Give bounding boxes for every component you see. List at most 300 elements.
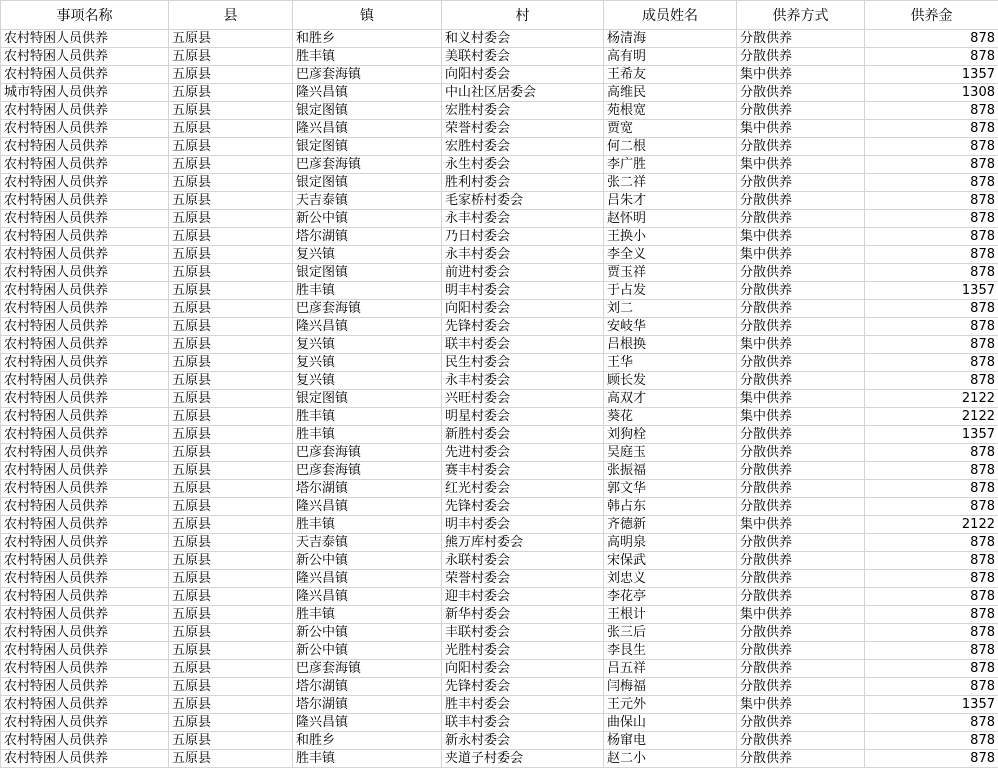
member-name-cell[interactable]: 贾宽: [604, 120, 737, 138]
town-cell[interactable]: 巴彦套海镇: [293, 66, 442, 84]
item-name-cell[interactable]: 农村特困人员供养: [1, 264, 169, 282]
county-cell[interactable]: 五原县: [169, 228, 293, 246]
support-type-cell[interactable]: 分散供养: [737, 318, 865, 336]
support-type-cell[interactable]: 分散供养: [737, 750, 865, 768]
support-amount-cell[interactable]: 2122: [865, 390, 998, 408]
column-header-member-name[interactable]: 成员姓名: [604, 1, 737, 30]
member-name-cell[interactable]: 安岐华: [604, 318, 737, 336]
support-amount-cell[interactable]: 878: [865, 714, 998, 732]
item-name-cell[interactable]: 农村特困人员供养: [1, 552, 169, 570]
county-cell[interactable]: 五原县: [169, 660, 293, 678]
village-cell[interactable]: 先进村委会: [442, 444, 604, 462]
item-name-cell[interactable]: 农村特困人员供养: [1, 714, 169, 732]
item-name-cell[interactable]: 农村特困人员供养: [1, 408, 169, 426]
support-amount-cell[interactable]: 878: [865, 336, 998, 354]
village-cell[interactable]: 夹道子村委会: [442, 750, 604, 768]
town-cell[interactable]: 胜丰镇: [293, 426, 442, 444]
village-cell[interactable]: 胜丰村委会: [442, 696, 604, 714]
member-name-cell[interactable]: 王根计: [604, 606, 737, 624]
village-cell[interactable]: 民生村委会: [442, 354, 604, 372]
item-name-cell[interactable]: 农村特困人员供养: [1, 426, 169, 444]
item-name-cell[interactable]: 农村特困人员供养: [1, 588, 169, 606]
town-cell[interactable]: 巴彦套海镇: [293, 462, 442, 480]
county-cell[interactable]: 五原县: [169, 192, 293, 210]
member-name-cell[interactable]: 贾玉祥: [604, 264, 737, 282]
county-cell[interactable]: 五原县: [169, 48, 293, 66]
village-cell[interactable]: 明丰村委会: [442, 516, 604, 534]
item-name-cell[interactable]: 农村特困人员供养: [1, 48, 169, 66]
member-name-cell[interactable]: 吕五祥: [604, 660, 737, 678]
support-amount-cell[interactable]: 878: [865, 246, 998, 264]
member-name-cell[interactable]: 韩占东: [604, 498, 737, 516]
support-type-cell[interactable]: 集中供养: [737, 696, 865, 714]
column-header-item-name[interactable]: 事项名称: [1, 1, 169, 30]
item-name-cell[interactable]: 农村特困人员供养: [1, 498, 169, 516]
county-cell[interactable]: 五原县: [169, 498, 293, 516]
support-type-cell[interactable]: 集中供养: [737, 66, 865, 84]
support-amount-cell[interactable]: 878: [865, 498, 998, 516]
item-name-cell[interactable]: 农村特困人员供养: [1, 372, 169, 390]
town-cell[interactable]: 巴彦套海镇: [293, 660, 442, 678]
item-name-cell[interactable]: 农村特困人员供养: [1, 732, 169, 750]
county-cell[interactable]: 五原县: [169, 210, 293, 228]
town-cell[interactable]: 新公中镇: [293, 552, 442, 570]
member-name-cell[interactable]: 高双才: [604, 390, 737, 408]
support-amount-cell[interactable]: 1357: [865, 696, 998, 714]
support-type-cell[interactable]: 分散供养: [737, 138, 865, 156]
support-type-cell[interactable]: 分散供养: [737, 660, 865, 678]
county-cell[interactable]: 五原县: [169, 318, 293, 336]
support-amount-cell[interactable]: 878: [865, 552, 998, 570]
support-amount-cell[interactable]: 878: [865, 138, 998, 156]
county-cell[interactable]: 五原县: [169, 696, 293, 714]
member-name-cell[interactable]: 苑根宽: [604, 102, 737, 120]
member-name-cell[interactable]: 吕朱才: [604, 192, 737, 210]
table-row: [1, 678, 998, 696]
member-name-cell[interactable]: 郭文华: [604, 480, 737, 498]
support-type-cell[interactable]: 集中供养: [737, 390, 865, 408]
county-cell[interactable]: 五原县: [169, 642, 293, 660]
support-type-cell[interactable]: 分散供养: [737, 354, 865, 372]
support-type-cell[interactable]: 集中供养: [737, 228, 865, 246]
town-cell[interactable]: 巴彦套海镇: [293, 444, 442, 462]
member-name-cell[interactable]: 张振福: [604, 462, 737, 480]
item-name-cell[interactable]: 农村特困人员供养: [1, 174, 169, 192]
county-cell[interactable]: 五原县: [169, 300, 293, 318]
support-type-cell[interactable]: 分散供养: [737, 714, 865, 732]
village-cell[interactable]: 迎丰村委会: [442, 588, 604, 606]
support-amount-cell[interactable]: 878: [865, 48, 998, 66]
county-cell[interactable]: 五原县: [169, 552, 293, 570]
member-name-cell[interactable]: 吴庭玉: [604, 444, 737, 462]
village-cell[interactable]: 永丰村委会: [442, 372, 604, 390]
item-name-cell[interactable]: 农村特困人员供养: [1, 282, 169, 300]
town-cell[interactable]: 胜丰镇: [293, 282, 442, 300]
town-cell[interactable]: 天吉泰镇: [293, 534, 442, 552]
county-cell[interactable]: 五原县: [169, 678, 293, 696]
item-name-cell[interactable]: 农村特困人员供养: [1, 120, 169, 138]
town-cell[interactable]: 新公中镇: [293, 210, 442, 228]
support-type-cell[interactable]: 集中供养: [737, 156, 865, 174]
town-cell[interactable]: 复兴镇: [293, 246, 442, 264]
county-cell[interactable]: 五原县: [169, 390, 293, 408]
village-cell[interactable]: 先锋村委会: [442, 498, 604, 516]
town-cell[interactable]: 巴彦套海镇: [293, 300, 442, 318]
town-cell[interactable]: 塔尔湖镇: [293, 696, 442, 714]
support-type-cell[interactable]: 分散供养: [737, 174, 865, 192]
town-cell[interactable]: 银定图镇: [293, 390, 442, 408]
support-type-cell[interactable]: 分散供养: [737, 30, 865, 48]
town-cell[interactable]: 塔尔湖镇: [293, 228, 442, 246]
support-type-cell[interactable]: 集中供养: [737, 408, 865, 426]
village-cell[interactable]: 荣誉村委会: [442, 120, 604, 138]
item-name-cell[interactable]: 农村特困人员供养: [1, 354, 169, 372]
item-name-cell[interactable]: 农村特困人员供养: [1, 156, 169, 174]
village-cell[interactable]: 乃日村委会: [442, 228, 604, 246]
town-cell[interactable]: 复兴镇: [293, 336, 442, 354]
county-cell[interactable]: 五原县: [169, 84, 293, 102]
county-cell[interactable]: 五原县: [169, 156, 293, 174]
support-type-cell[interactable]: 分散供养: [737, 84, 865, 102]
support-amount-cell[interactable]: 2122: [865, 408, 998, 426]
item-name-cell[interactable]: 农村特困人员供养: [1, 390, 169, 408]
support-type-cell[interactable]: 分散供养: [737, 552, 865, 570]
county-cell[interactable]: 五原县: [169, 408, 293, 426]
support-amount-cell[interactable]: 1357: [865, 282, 998, 300]
member-name-cell[interactable]: 杨窜电: [604, 732, 737, 750]
column-header-village[interactable]: 村: [442, 1, 604, 30]
member-name-cell[interactable]: 何二根: [604, 138, 737, 156]
village-cell[interactable]: 美联村委会: [442, 48, 604, 66]
support-amount-cell[interactable]: 878: [865, 300, 998, 318]
support-amount-cell[interactable]: 878: [865, 462, 998, 480]
item-name-cell[interactable]: 农村特困人员供养: [1, 228, 169, 246]
village-cell[interactable]: 永生村委会: [442, 156, 604, 174]
support-type-cell[interactable]: 分散供养: [737, 678, 865, 696]
item-name-cell[interactable]: 农村特困人员供养: [1, 516, 169, 534]
item-name-cell[interactable]: 农村特困人员供养: [1, 66, 169, 84]
village-cell[interactable]: 光胜村委会: [442, 642, 604, 660]
village-cell[interactable]: 赛丰村委会: [442, 462, 604, 480]
village-cell[interactable]: 胜利村委会: [442, 174, 604, 192]
item-name-cell[interactable]: 农村特困人员供养: [1, 444, 169, 462]
support-amount-cell[interactable]: 878: [865, 480, 998, 498]
support-type-cell[interactable]: 分散供养: [737, 480, 865, 498]
support-type-cell[interactable]: 分散供养: [737, 570, 865, 588]
item-name-cell[interactable]: 农村特困人员供养: [1, 696, 169, 714]
county-cell[interactable]: 五原县: [169, 606, 293, 624]
village-cell[interactable]: 毛家桥村委会: [442, 192, 604, 210]
member-name-cell[interactable]: 于占发: [604, 282, 737, 300]
village-cell[interactable]: 永联村委会: [442, 552, 604, 570]
village-cell[interactable]: 联丰村委会: [442, 336, 604, 354]
support-amount-cell[interactable]: 878: [865, 192, 998, 210]
member-name-cell[interactable]: 王希友: [604, 66, 737, 84]
county-cell[interactable]: 五原县: [169, 426, 293, 444]
support-type-cell[interactable]: 分散供养: [737, 282, 865, 300]
member-name-cell[interactable]: 李全义: [604, 246, 737, 264]
member-name-cell[interactable]: 高维民: [604, 84, 737, 102]
item-name-cell[interactable]: 农村特困人员供养: [1, 750, 169, 768]
county-cell[interactable]: 五原县: [169, 624, 293, 642]
county-cell[interactable]: 五原县: [169, 480, 293, 498]
member-name-cell[interactable]: 刘狗栓: [604, 426, 737, 444]
county-cell[interactable]: 五原县: [169, 372, 293, 390]
village-cell[interactable]: 先锋村委会: [442, 318, 604, 336]
village-cell[interactable]: 向阳村委会: [442, 660, 604, 678]
member-name-cell[interactable]: 高明泉: [604, 534, 737, 552]
member-name-cell[interactable]: 王元外: [604, 696, 737, 714]
village-cell[interactable]: 联丰村委会: [442, 714, 604, 732]
member-name-cell[interactable]: 高有明: [604, 48, 737, 66]
member-name-cell[interactable]: 刘二: [604, 300, 737, 318]
county-cell[interactable]: 五原县: [169, 750, 293, 768]
village-cell[interactable]: 新永村委会: [442, 732, 604, 750]
table-row: [1, 696, 998, 714]
town-cell[interactable]: 隆兴昌镇: [293, 714, 442, 732]
support-amount-cell[interactable]: 878: [865, 318, 998, 336]
support-type-cell[interactable]: 分散供养: [737, 588, 865, 606]
support-amount-cell[interactable]: 878: [865, 678, 998, 696]
town-cell[interactable]: 新公中镇: [293, 642, 442, 660]
support-type-cell[interactable]: 集中供养: [737, 120, 865, 138]
town-cell[interactable]: 胜丰镇: [293, 408, 442, 426]
village-cell[interactable]: 兴旺村委会: [442, 390, 604, 408]
table-row: [1, 210, 998, 228]
county-cell[interactable]: 五原县: [169, 534, 293, 552]
item-name-cell[interactable]: 农村特困人员供养: [1, 336, 169, 354]
support-amount-cell[interactable]: 878: [865, 354, 998, 372]
support-amount-cell[interactable]: 1308: [865, 84, 998, 102]
item-name-cell[interactable]: 农村特困人员供养: [1, 660, 169, 678]
town-cell[interactable]: 隆兴昌镇: [293, 120, 442, 138]
town-cell[interactable]: 胜丰镇: [293, 48, 442, 66]
county-cell[interactable]: 五原县: [169, 282, 293, 300]
item-name-cell[interactable]: 农村特困人员供养: [1, 678, 169, 696]
support-amount-cell[interactable]: 878: [865, 30, 998, 48]
support-type-cell[interactable]: 集中供养: [737, 606, 865, 624]
item-name-cell[interactable]: 农村特困人员供养: [1, 210, 169, 228]
town-cell[interactable]: 胜丰镇: [293, 606, 442, 624]
support-type-cell[interactable]: 分散供养: [737, 732, 865, 750]
member-name-cell[interactable]: 赵二小: [604, 750, 737, 768]
item-name-cell[interactable]: 农村特困人员供养: [1, 606, 169, 624]
town-cell[interactable]: 塔尔湖镇: [293, 480, 442, 498]
support-amount-cell[interactable]: 878: [865, 228, 998, 246]
item-name-cell[interactable]: 农村特困人员供养: [1, 462, 169, 480]
support-amount-cell[interactable]: 1357: [865, 426, 998, 444]
item-name-cell[interactable]: 农村特困人员供养: [1, 246, 169, 264]
village-cell[interactable]: 新华村委会: [442, 606, 604, 624]
support-amount-cell[interactable]: 878: [865, 210, 998, 228]
member-name-cell[interactable]: 李广胜: [604, 156, 737, 174]
item-name-cell[interactable]: 农村特困人员供养: [1, 570, 169, 588]
town-cell[interactable]: 隆兴昌镇: [293, 318, 442, 336]
county-cell[interactable]: 五原县: [169, 354, 293, 372]
member-name-cell[interactable]: 杨清海: [604, 30, 737, 48]
county-cell[interactable]: 五原县: [169, 462, 293, 480]
village-cell[interactable]: 明星村委会: [442, 408, 604, 426]
support-type-cell[interactable]: 分散供养: [737, 102, 865, 120]
county-cell[interactable]: 五原县: [169, 246, 293, 264]
county-cell[interactable]: 五原县: [169, 732, 293, 750]
county-cell[interactable]: 五原县: [169, 264, 293, 282]
item-name-cell[interactable]: 农村特困人员供养: [1, 138, 169, 156]
support-type-cell[interactable]: 分散供养: [737, 372, 865, 390]
support-type-cell[interactable]: 分散供养: [737, 300, 865, 318]
village-cell[interactable]: 向阳村委会: [442, 66, 604, 84]
town-cell[interactable]: 新公中镇: [293, 624, 442, 642]
item-name-cell[interactable]: 农村特困人员供养: [1, 480, 169, 498]
support-amount-cell[interactable]: 878: [865, 750, 998, 768]
column-header-support-type[interactable]: 供养方式: [737, 1, 865, 30]
town-cell[interactable]: 银定图镇: [293, 174, 442, 192]
county-cell[interactable]: 五原县: [169, 174, 293, 192]
item-name-cell[interactable]: 农村特困人员供养: [1, 642, 169, 660]
county-cell[interactable]: 五原县: [169, 588, 293, 606]
county-cell[interactable]: 五原县: [169, 714, 293, 732]
support-amount-cell[interactable]: 878: [865, 588, 998, 606]
support-amount-cell[interactable]: 878: [865, 624, 998, 642]
town-cell[interactable]: 和胜乡: [293, 30, 442, 48]
support-type-cell[interactable]: 分散供养: [737, 462, 865, 480]
member-name-cell[interactable]: 葵花: [604, 408, 737, 426]
item-name-cell[interactable]: 城市特困人员供养: [1, 84, 169, 102]
county-cell[interactable]: 五原县: [169, 120, 293, 138]
town-cell[interactable]: 隆兴昌镇: [293, 570, 442, 588]
member-name-cell[interactable]: 赵怀明: [604, 210, 737, 228]
town-cell[interactable]: 复兴镇: [293, 372, 442, 390]
town-cell[interactable]: 银定图镇: [293, 102, 442, 120]
town-cell[interactable]: 和胜乡: [293, 732, 442, 750]
support-type-cell[interactable]: 分散供养: [737, 444, 865, 462]
town-cell[interactable]: 银定图镇: [293, 264, 442, 282]
item-name-cell[interactable]: 农村特困人员供养: [1, 102, 169, 120]
support-amount-cell[interactable]: 878: [865, 120, 998, 138]
support-amount-cell[interactable]: 878: [865, 642, 998, 660]
support-amount-cell[interactable]: 1357: [865, 66, 998, 84]
town-cell[interactable]: 复兴镇: [293, 354, 442, 372]
support-amount-cell[interactable]: 878: [865, 102, 998, 120]
town-cell[interactable]: 巴彦套海镇: [293, 156, 442, 174]
column-header-county[interactable]: 县: [169, 1, 293, 30]
village-cell[interactable]: 向阳村委会: [442, 300, 604, 318]
member-name-cell[interactable]: 张三后: [604, 624, 737, 642]
support-type-cell[interactable]: 分散供养: [737, 210, 865, 228]
town-cell[interactable]: 隆兴昌镇: [293, 84, 442, 102]
village-cell[interactable]: 和义村委会: [442, 30, 604, 48]
support-type-cell[interactable]: 分散供养: [737, 48, 865, 66]
county-cell[interactable]: 五原县: [169, 30, 293, 48]
support-amount-cell[interactable]: 878: [865, 264, 998, 282]
village-cell[interactable]: 中山社区居委会: [442, 84, 604, 102]
member-name-cell[interactable]: 李艮生: [604, 642, 737, 660]
support-amount-cell[interactable]: 878: [865, 372, 998, 390]
support-type-cell[interactable]: 分散供养: [737, 624, 865, 642]
county-cell[interactable]: 五原县: [169, 138, 293, 156]
member-name-cell[interactable]: 刘忠义: [604, 570, 737, 588]
member-name-cell[interactable]: 张二祥: [604, 174, 737, 192]
table-row: [1, 390, 998, 408]
town-cell[interactable]: 银定图镇: [293, 138, 442, 156]
town-cell[interactable]: 天吉泰镇: [293, 192, 442, 210]
village-cell[interactable]: 新胜村委会: [442, 426, 604, 444]
member-name-cell[interactable]: 王换小: [604, 228, 737, 246]
support-type-cell[interactable]: 分散供养: [737, 264, 865, 282]
support-amount-cell[interactable]: 878: [865, 606, 998, 624]
village-cell[interactable]: 前进村委会: [442, 264, 604, 282]
support-amount-cell[interactable]: 878: [865, 660, 998, 678]
town-cell[interactable]: 隆兴昌镇: [293, 588, 442, 606]
support-amount-cell[interactable]: 878: [865, 444, 998, 462]
village-cell[interactable]: 宏胜村委会: [442, 138, 604, 156]
village-cell[interactable]: 荣誉村委会: [442, 570, 604, 588]
support-type-cell[interactable]: 分散供养: [737, 534, 865, 552]
village-cell[interactable]: 永丰村委会: [442, 210, 604, 228]
support-amount-cell[interactable]: 878: [865, 534, 998, 552]
town-cell[interactable]: 塔尔湖镇: [293, 678, 442, 696]
item-name-cell[interactable]: 农村特困人员供养: [1, 192, 169, 210]
member-name-cell[interactable]: 吕根换: [604, 336, 737, 354]
item-name-cell[interactable]: 农村特困人员供养: [1, 30, 169, 48]
support-type-cell[interactable]: 集中供养: [737, 246, 865, 264]
column-header-support-amount[interactable]: 供养金: [865, 1, 998, 30]
village-cell[interactable]: 明丰村委会: [442, 282, 604, 300]
support-type-cell[interactable]: 分散供养: [737, 642, 865, 660]
support-type-cell[interactable]: 分散供养: [737, 192, 865, 210]
village-cell[interactable]: 先锋村委会: [442, 678, 604, 696]
member-name-cell[interactable]: 闫梅福: [604, 678, 737, 696]
village-cell[interactable]: 熊万库村委会: [442, 534, 604, 552]
support-type-cell[interactable]: 分散供养: [737, 498, 865, 516]
item-name-cell[interactable]: 农村特困人员供养: [1, 624, 169, 642]
member-name-cell[interactable]: 宋保武: [604, 552, 737, 570]
member-name-cell[interactable]: 顾长发: [604, 372, 737, 390]
table-row: [1, 48, 998, 66]
village-cell[interactable]: 宏胜村委会: [442, 102, 604, 120]
county-cell[interactable]: 五原县: [169, 102, 293, 120]
town-cell[interactable]: 胜丰镇: [293, 750, 442, 768]
village-cell[interactable]: 丰联村委会: [442, 624, 604, 642]
town-cell[interactable]: 隆兴昌镇: [293, 498, 442, 516]
item-name-cell[interactable]: 农村特困人员供养: [1, 300, 169, 318]
item-name-cell[interactable]: 农村特困人员供养: [1, 318, 169, 336]
support-amount-cell[interactable]: 878: [865, 156, 998, 174]
support-amount-cell[interactable]: 878: [865, 732, 998, 750]
column-header-town[interactable]: 镇: [293, 1, 442, 30]
village-cell[interactable]: 永丰村委会: [442, 246, 604, 264]
village-cell[interactable]: 红光村委会: [442, 480, 604, 498]
member-name-cell[interactable]: 曲保山: [604, 714, 737, 732]
member-name-cell[interactable]: 李花亭: [604, 588, 737, 606]
county-cell[interactable]: 五原县: [169, 66, 293, 84]
county-cell[interactable]: 五原县: [169, 570, 293, 588]
table-row: [1, 120, 998, 138]
item-name-cell[interactable]: 农村特困人员供养: [1, 534, 169, 552]
support-type-cell[interactable]: 分散供养: [737, 426, 865, 444]
support-type-cell[interactable]: 集中供养: [737, 516, 865, 534]
support-type-cell[interactable]: 集中供养: [737, 336, 865, 354]
member-name-cell[interactable]: 齐德新: [604, 516, 737, 534]
member-name-cell[interactable]: 王华: [604, 354, 737, 372]
county-cell[interactable]: 五原县: [169, 336, 293, 354]
support-amount-cell[interactable]: 878: [865, 570, 998, 588]
county-cell[interactable]: 五原县: [169, 516, 293, 534]
town-cell[interactable]: 胜丰镇: [293, 516, 442, 534]
support-amount-cell[interactable]: 2122: [865, 516, 998, 534]
county-cell[interactable]: 五原县: [169, 444, 293, 462]
support-amount-cell[interactable]: 878: [865, 174, 998, 192]
